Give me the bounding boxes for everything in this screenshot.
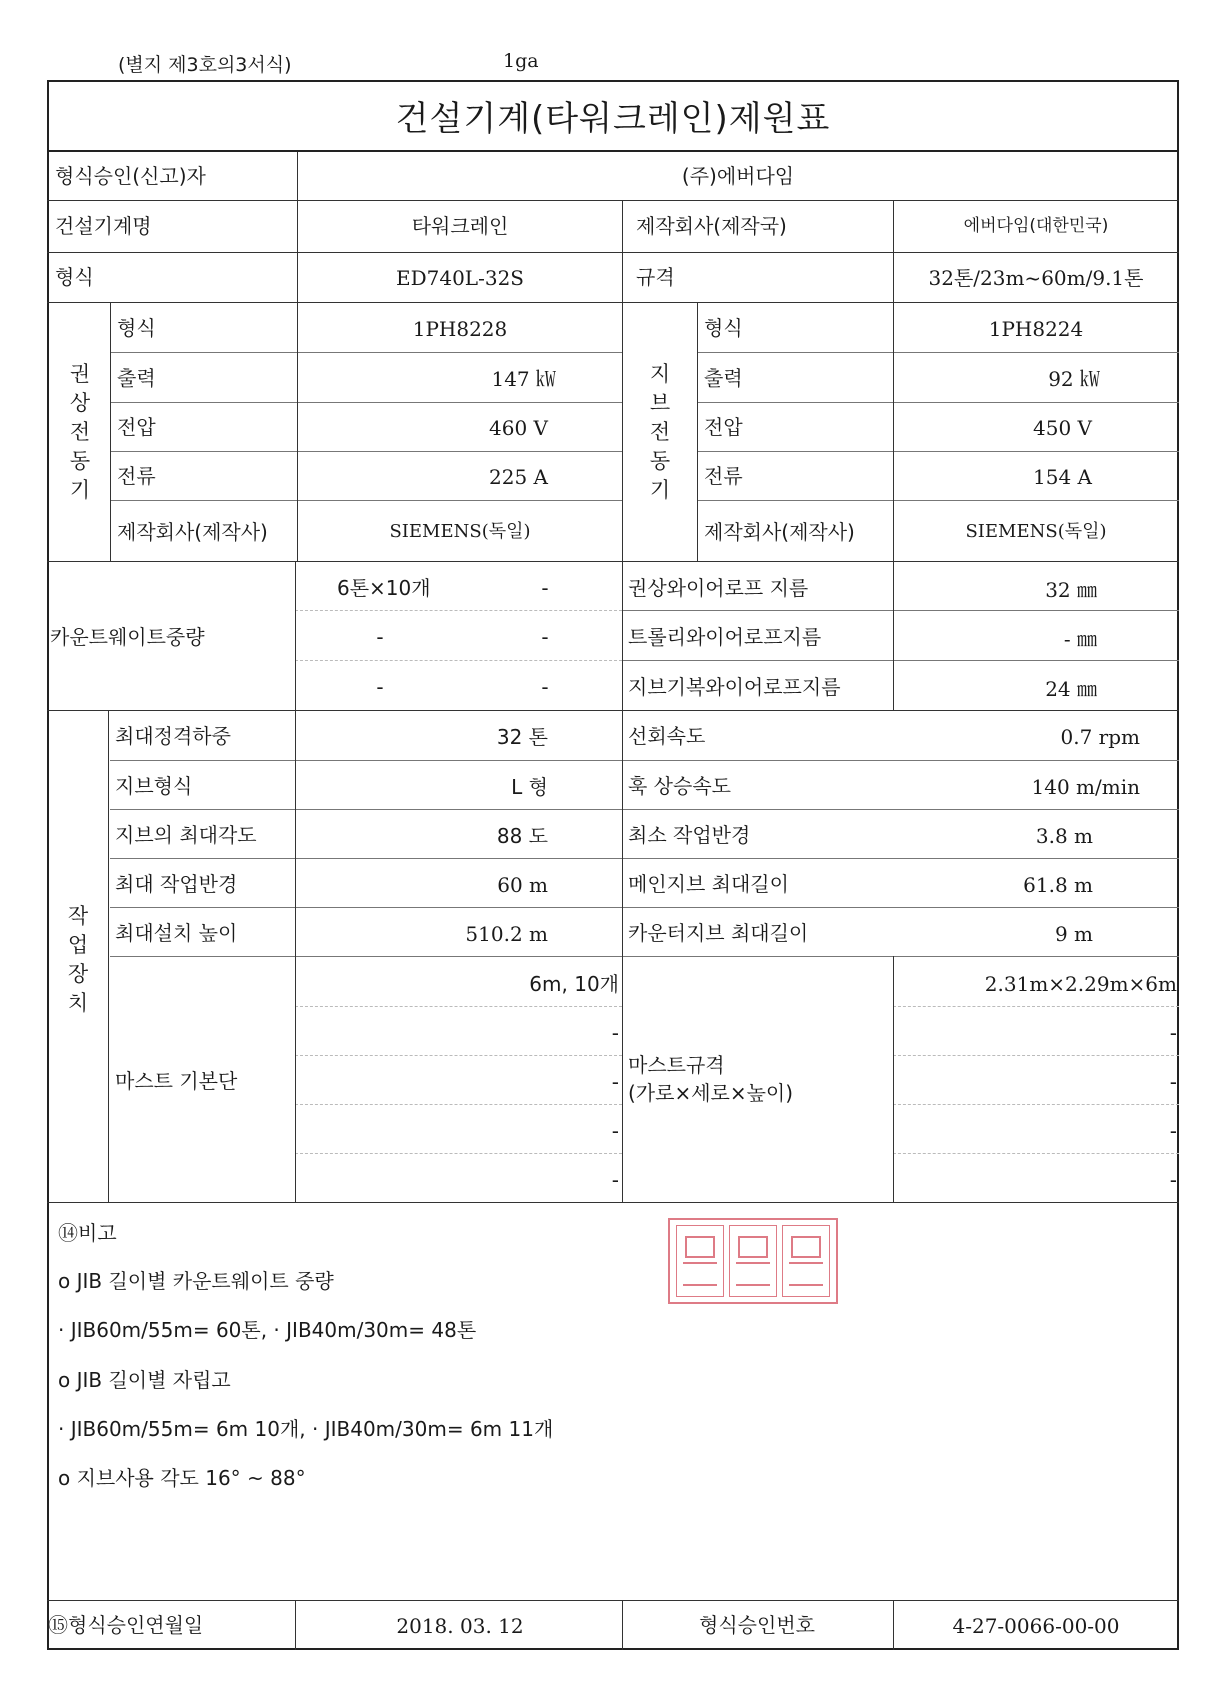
hoist-maker-label: 제작회사(제작사) bbox=[117, 520, 268, 544]
spec-value: 32톤/23m~60m/9.1톤 bbox=[928, 266, 1144, 290]
mast-base-row: 6m, 10개 bbox=[529, 972, 619, 996]
trolley-rope-label: 트롤리와이어로프지름 bbox=[628, 625, 822, 649]
counterweight-row-b: - bbox=[541, 576, 549, 600]
remarks-line: o 지브사용 각도 16° ~ 88° bbox=[58, 1466, 306, 1490]
remarks-line: o JIB 길이별 카운트웨이트 중량 bbox=[58, 1269, 334, 1293]
official-seal-stamp bbox=[668, 1218, 838, 1304]
hoist-rope-label: 권상와이어로프 지름 bbox=[628, 576, 809, 600]
hoist-model-value: 1PH8228 bbox=[412, 317, 508, 341]
jib-current-label: 전류 bbox=[704, 464, 743, 488]
approval-number-value: 4-27-0066-00-00 bbox=[952, 1614, 1120, 1638]
jib-current-value: 154 A bbox=[1033, 465, 1092, 489]
machine-name-label: 건설기계명 bbox=[55, 214, 152, 238]
hook-speed-value: 140 m/min bbox=[1031, 775, 1140, 799]
jib-power-value: 92 ㎾ bbox=[1048, 367, 1100, 391]
jib-motor-group-label: 지 브 전 동 기 bbox=[649, 362, 671, 502]
spec-label: 규격 bbox=[636, 265, 675, 289]
hoist-power-value: 147 ㎾ bbox=[491, 367, 556, 391]
slew-speed-label: 선회속도 bbox=[628, 724, 706, 748]
mast-base-row: - bbox=[611, 1021, 619, 1045]
hoist-voltage-label: 전압 bbox=[117, 415, 156, 439]
mast-spec-row: - bbox=[1169, 1168, 1177, 1192]
jib-angle-value: 88 도 bbox=[496, 824, 548, 848]
jib-voltage-label: 전압 bbox=[704, 415, 743, 439]
mast-spec-row: - bbox=[1169, 1119, 1177, 1143]
max-radius-label: 최대 작업반경 bbox=[115, 872, 238, 896]
hoist-rope-value: 32 ㎜ bbox=[1045, 578, 1097, 602]
hoist-model-label: 형식 bbox=[117, 316, 156, 340]
seal-glyph bbox=[729, 1225, 777, 1297]
document-code: 1ga bbox=[503, 50, 539, 72]
mast-spec-label: 마스트규격 bbox=[628, 1053, 725, 1077]
model-label: 형식 bbox=[55, 265, 94, 289]
hoist-maker-value: SIEMENS(독일) bbox=[389, 521, 531, 542]
mast-base-row: - bbox=[611, 1070, 619, 1094]
max-load-label: 최대정격하중 bbox=[115, 724, 231, 748]
max-height-value: 510.2 m bbox=[465, 922, 548, 946]
machine-maker-label: 제작회사(제작국) bbox=[636, 214, 787, 238]
hoist-motor-group-label: 권 상 전 동 기 bbox=[69, 362, 91, 502]
jib-model-label: 형식 bbox=[704, 316, 743, 340]
mast-spec-row: 2.31m×2.29m×6m bbox=[984, 972, 1177, 996]
seal-glyph bbox=[782, 1225, 830, 1297]
counterweight-row-b: - bbox=[541, 675, 549, 699]
applicant-value: (주)에버다임 bbox=[681, 164, 795, 188]
jib-luffing-rope-value: 24 ㎜ bbox=[1045, 677, 1097, 701]
form-number: (별지 제3호의3서식) bbox=[118, 54, 292, 76]
hoist-power-label: 출력 bbox=[117, 366, 156, 390]
mast-base-row: - bbox=[611, 1168, 619, 1192]
trolley-rope-value: - ㎜ bbox=[1063, 627, 1097, 651]
min-radius-label: 최소 작업반경 bbox=[628, 823, 751, 847]
remarks-line: o JIB 길이별 자립고 bbox=[58, 1368, 231, 1392]
max-radius-value: 60 m bbox=[497, 873, 548, 897]
mast-spec-row: - bbox=[1169, 1070, 1177, 1094]
approval-number-label: 형식승인번호 bbox=[699, 1613, 815, 1637]
jib-type-label: 지브형식 bbox=[115, 774, 193, 798]
min-radius-value: 3.8 m bbox=[1035, 824, 1093, 848]
work-group-label: 작 업 장 치 bbox=[67, 904, 89, 1015]
jib-power-label: 출력 bbox=[704, 366, 743, 390]
jib-voltage-value: 450 V bbox=[1033, 416, 1092, 440]
counterweight-row-b: - bbox=[541, 625, 549, 649]
machine-name-value: 타워크레인 bbox=[411, 214, 509, 238]
jib-type-value: L 형 bbox=[511, 775, 548, 799]
document-title: 건설기계(타워크레인)제원표 bbox=[47, 80, 1179, 152]
counterweight-row-a: - bbox=[376, 625, 384, 649]
jib-model-value: 1PH8224 bbox=[988, 317, 1084, 341]
max-load-value: 32 톤 bbox=[496, 725, 548, 749]
hoist-current-value: 225 A bbox=[489, 465, 548, 489]
seal-glyph bbox=[676, 1225, 724, 1297]
jib-maker-value: SIEMENS(독일) bbox=[965, 521, 1107, 542]
counterweight-row-a: - bbox=[376, 675, 384, 699]
hook-speed-label: 훅 상승속도 bbox=[628, 774, 731, 798]
jib-maker-label: 제작회사(제작사) bbox=[704, 520, 855, 544]
model-value: ED740L-32S bbox=[396, 266, 524, 290]
jib-luffing-rope-label: 지브기복와이어로프지름 bbox=[628, 675, 841, 699]
counterweight-row-a: 6톤×10개 bbox=[337, 576, 431, 600]
remarks-label: ⑭비고 bbox=[58, 1221, 117, 1245]
machine-maker-value: 에버다임(대한민국) bbox=[963, 216, 1109, 236]
mast-spec-row: - bbox=[1169, 1021, 1177, 1045]
mast-base-row: - bbox=[611, 1119, 619, 1143]
mast-base-label: 마스트 기본단 bbox=[115, 1069, 238, 1093]
hoist-current-label: 전류 bbox=[117, 464, 156, 488]
slew-speed-value: 0.7 rpm bbox=[1060, 725, 1140, 749]
remarks-line: · JIB60m/55m= 6m 10개, · JIB40m/30m= 6m 11개 bbox=[58, 1417, 554, 1441]
max-height-label: 최대설치 높이 bbox=[115, 921, 238, 945]
main-jib-length-label: 메인지브 최대길이 bbox=[628, 872, 789, 896]
approval-date-label: ⑮형식승인연월일 bbox=[48, 1613, 204, 1637]
jib-angle-label: 지브의 최대각도 bbox=[115, 823, 257, 847]
counterweight-label: 카운트웨이트중량 bbox=[50, 625, 205, 649]
approval-date-value: 2018. 03. 12 bbox=[396, 1614, 524, 1638]
counter-jib-length-value: 9 m bbox=[1054, 922, 1093, 946]
main-jib-length-value: 61.8 m bbox=[1023, 873, 1093, 897]
counter-jib-length-label: 카운터지브 최대길이 bbox=[628, 921, 809, 945]
applicant-label: 형식승인(신고)자 bbox=[55, 164, 206, 188]
remarks-line: · JIB60m/55m= 60톤, · JIB40m/30m= 48톤 bbox=[58, 1318, 477, 1342]
mast-spec-sub-label: (가로×세로×높이) bbox=[628, 1081, 794, 1105]
hoist-voltage-value: 460 V bbox=[489, 416, 548, 440]
